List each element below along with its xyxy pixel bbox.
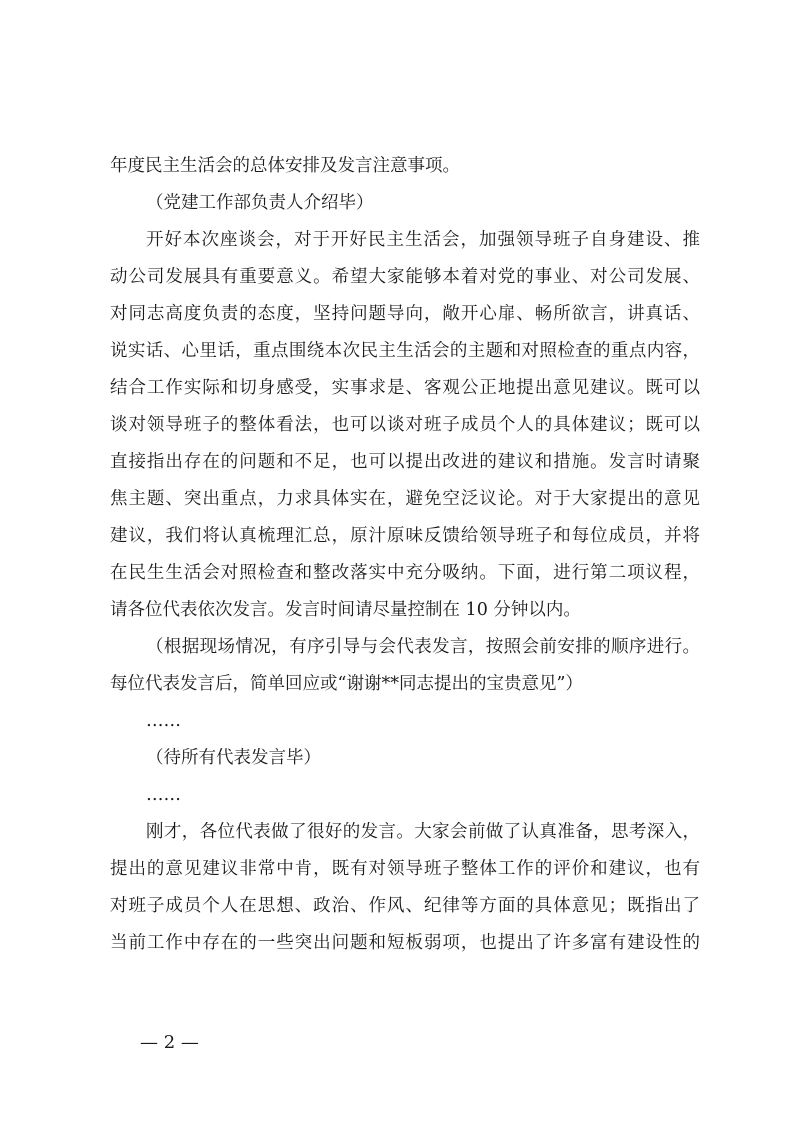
document-body bbox=[110, 148, 700, 962]
text-line: …… bbox=[146, 785, 181, 805]
text-line: …… bbox=[146, 711, 181, 731]
text-line: 对同志高度负责的态度，坚持问题导向，敞开心扉、畅所欲言，讲真话、 bbox=[110, 304, 700, 324]
text-line: 开好本次座谈会，对于开好民主生活会，加强领导班子自身建设、推 bbox=[146, 230, 700, 250]
text-line: 提出的意见建议非常中肯，既有对领导班子整体工作的评价和建议，也有 bbox=[110, 859, 700, 879]
text-line: 每位代表发言后，简单回应或“谢谢**同志提出的宝贵意见”） bbox=[110, 674, 583, 694]
text-line: 结合工作实际和切身感受，实事求是、客观公正地提出意见建议。既可以 bbox=[110, 378, 700, 398]
text-line: 对班子成员个人在思想、政治、作风、纪律等方面的具体意见；既指出了 bbox=[110, 896, 700, 916]
text-line: 焦主题、突出重点，力求具体实在，避免空泛议论。对于大家提出的意见 bbox=[110, 489, 700, 509]
text-line: 动公司发展具有重要意义。希望大家能够本着对党的事业、对公司发展、 bbox=[110, 267, 700, 287]
text-line: （待所有代表发言毕） bbox=[146, 748, 321, 768]
text-line: 在民生生活会对照检查和整改落实中充分吸纳。下面，进行第二项议程， bbox=[110, 563, 700, 583]
text-line: （党建工作部负责人介绍毕） bbox=[146, 193, 374, 213]
text-line: 刚才，各位代表做了很好的发言。大家会前做了认真准备，思考深入， bbox=[146, 822, 700, 842]
text-line: （根据现场情况，有序引导与会代表发言，按照会前安排的顺序进行。 bbox=[146, 637, 700, 657]
text-line: 直接指出存在的问题和不足，也可以提出改进的建议和措施。发言时请聚 bbox=[110, 452, 700, 472]
text-line: 说实话、心里话，重点围绕本次民主生活会的主题和对照检查的重点内容， bbox=[110, 341, 700, 361]
text-line: 年度民主生活会的总体安排及发言注意事项。 bbox=[110, 156, 460, 176]
page-number: — 2 — bbox=[140, 1032, 199, 1053]
text-line: 请各位代表依次发言。发言时间请尽量控制在 10 分钟以内。 bbox=[110, 600, 581, 620]
text-line: 谈对领导班子的整体看法，也可以谈对班子成员个人的具体建议；既可以 bbox=[110, 415, 700, 435]
text-line: 建议，我们将认真梳理汇总，原汁原味反馈给领导班子和每位成员，并将 bbox=[110, 526, 700, 546]
text-line: 当前工作中存在的一些突出问题和短板弱项，也提出了许多富有建设性的 bbox=[110, 933, 700, 953]
